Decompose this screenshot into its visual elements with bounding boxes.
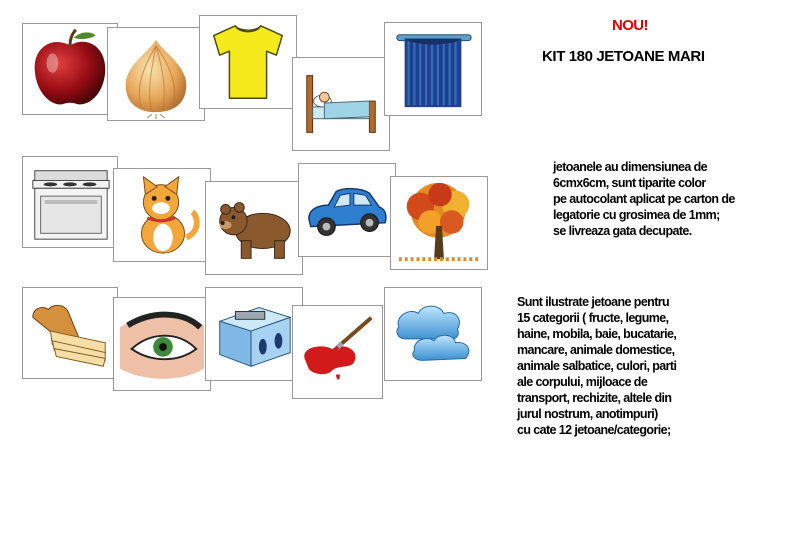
categories-line: mancare, animale domestice, [517, 343, 675, 357]
eye-icon [114, 298, 210, 390]
categories-line: haine, mobila, baie, bucatarie, [517, 327, 677, 341]
categories-line: animale salbatice, culori, parti [517, 359, 677, 373]
card-bed [292, 57, 390, 151]
paint-brush-icon [293, 306, 382, 398]
card-tshirt [199, 15, 297, 109]
description-line: 6cmx6cm, sunt tiparite color [553, 176, 706, 190]
autumn-tree-icon [391, 177, 487, 269]
tshirt-icon [200, 16, 296, 108]
card-onion [107, 27, 205, 121]
card-apple [22, 23, 118, 115]
description-text [553, 159, 735, 239]
card-eye [113, 297, 211, 391]
categories-line: ale corpului, mijloace de [517, 375, 648, 389]
new-badge: NOU! [612, 17, 648, 34]
onion-icon [108, 28, 204, 120]
card-paint [292, 305, 383, 399]
page-title: KIT 180 JETOANE MARI [542, 48, 705, 65]
card-bread [22, 287, 118, 379]
card-sharpener [205, 287, 303, 381]
card-stove [22, 156, 118, 248]
card-car [298, 163, 396, 257]
cat-icon [114, 169, 210, 261]
card-cat [113, 168, 211, 262]
pencil-sharpener-icon [206, 288, 302, 380]
bed-icon [293, 58, 389, 150]
car-icon [299, 164, 395, 256]
card-towel [384, 22, 482, 116]
apple-icon [23, 24, 117, 114]
cloud-icon [385, 288, 481, 380]
categories-line: Sunt ilustrate jetoane pentru [517, 295, 670, 309]
categories-line: cu cate 12 jetoane/categorie; [517, 423, 671, 437]
categories-line: 15 categorii ( fructe, legume, [517, 311, 669, 325]
description-line: pe autocolant aplicat pe carton de [553, 192, 735, 206]
categories-line: transport, rechizite, altele din [517, 391, 672, 405]
card-tree [390, 176, 488, 270]
bread-icon [23, 288, 117, 378]
card-bear [205, 181, 303, 275]
categories-line: jurul nostrum, anotimpuri) [517, 407, 658, 421]
card-cloud [384, 287, 482, 381]
bear-icon [206, 182, 302, 274]
categories-text [517, 294, 676, 438]
description-line: legatorie cu grosimea de 1mm; [553, 208, 720, 222]
description-line: jetoanele au dimensiunea de [553, 160, 707, 174]
description-line: se livreaza gata decupate. [553, 224, 692, 238]
stove-icon [23, 157, 117, 247]
towel-icon [385, 23, 481, 115]
